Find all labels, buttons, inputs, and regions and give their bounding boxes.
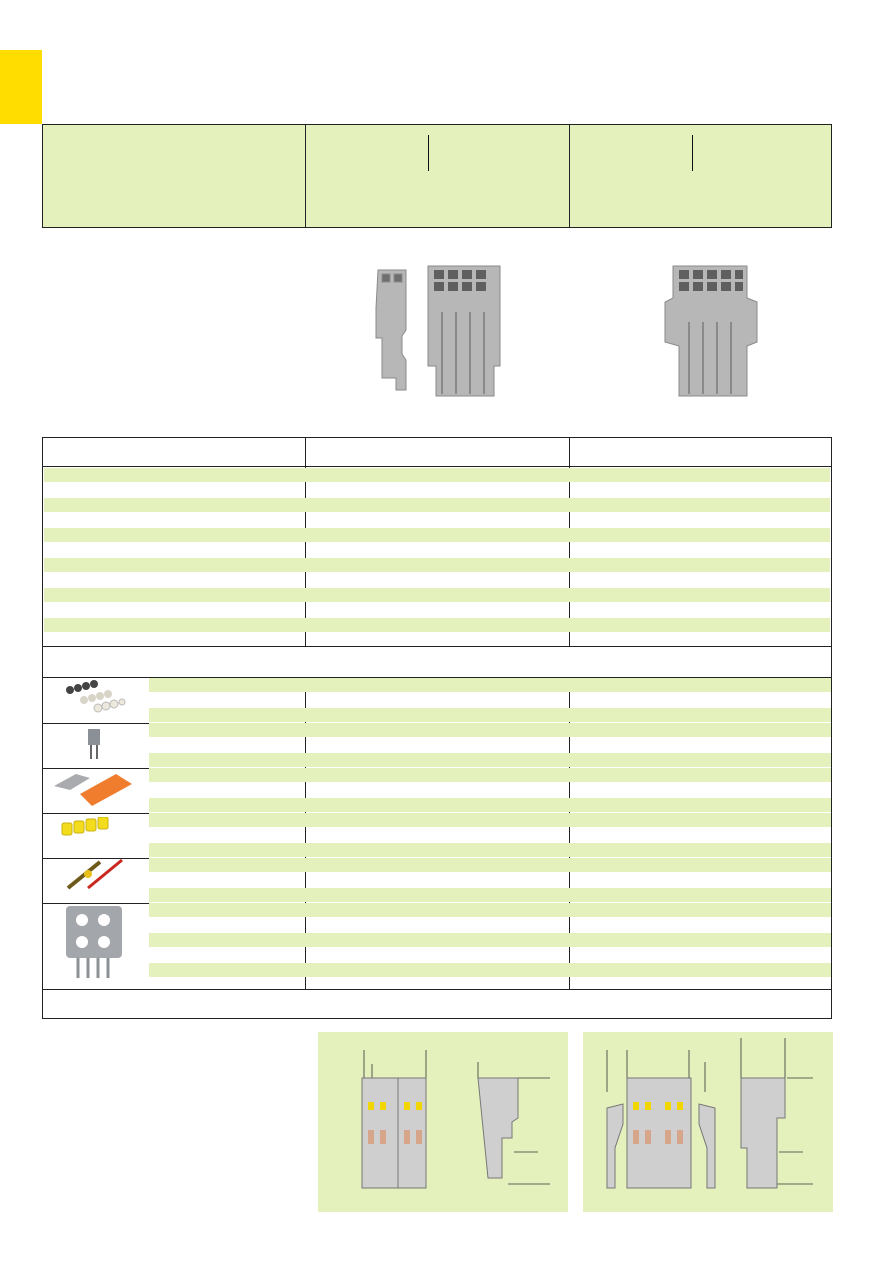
header-divider-1	[305, 125, 306, 227]
coding-pins-icon	[60, 676, 126, 716]
header-marker-2	[692, 135, 693, 171]
data-table	[42, 437, 832, 1019]
accessory-row-band	[149, 708, 831, 722]
spec-row-band	[44, 498, 830, 512]
table-header-rule	[43, 466, 831, 467]
dimension-drawing-with-levers	[583, 1032, 833, 1212]
spec-row-band	[44, 528, 830, 542]
accessory-row-band	[149, 768, 831, 782]
test-plug-icon	[64, 856, 126, 892]
accessory-row-band	[149, 963, 831, 977]
spec-row-band	[44, 468, 830, 482]
accessory-row-band	[149, 888, 831, 902]
footer-rule	[43, 989, 831, 990]
dimension-drawing-standard	[318, 1032, 568, 1212]
accessory-row-band	[149, 798, 831, 812]
accessory-row-band	[149, 903, 831, 917]
header-box	[42, 124, 832, 228]
operating-tool-icon	[52, 768, 136, 808]
header-divider-2	[569, 125, 570, 227]
marker-strip-icon	[60, 817, 116, 841]
accessory-row-band	[149, 858, 831, 872]
strain-relief-plate-icon	[64, 904, 128, 982]
jumper-pin-icon	[84, 727, 104, 761]
product-photo-1	[370, 262, 510, 402]
section-tab-marker	[0, 50, 42, 124]
product-photo-2	[655, 262, 765, 402]
accessory-row-band	[149, 813, 831, 827]
accessory-row-band	[149, 933, 831, 947]
spec-row-band	[44, 618, 830, 632]
spec-row-band	[44, 558, 830, 572]
accessory-row-band	[149, 723, 831, 737]
accessory-row-band	[149, 843, 831, 857]
section-rule-1	[43, 646, 831, 647]
header-marker-1	[428, 135, 429, 171]
spec-row-band	[44, 588, 830, 602]
accessory-row-band	[149, 678, 831, 692]
accessory-row-band	[149, 753, 831, 767]
